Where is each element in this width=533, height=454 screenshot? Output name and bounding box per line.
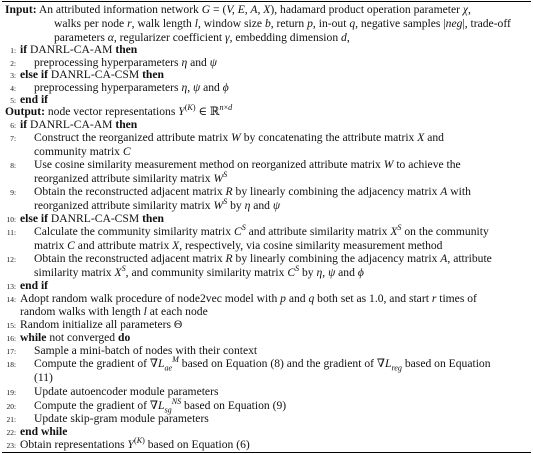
algorithm-line: while not converged do [20, 331, 131, 344]
line-number: 17: [6, 347, 16, 356]
line-number: 20: [6, 402, 16, 411]
algorithm-line: Obtain the reconstructed adjacent matrix R by linearly combining the adjacency matrix A, attribute [34, 252, 492, 265]
algorithm-line: Update autoencoder module parameters [34, 385, 219, 398]
line-number: 10: [6, 215, 16, 224]
algorithm-line: parameters α, regularizer coefficient γ, embedding dimension d, [54, 31, 350, 44]
line-number: 2: [10, 59, 16, 68]
algorithm-line: walks per node r, walk length l, window size b, return p, in-out q, negative samples |neg|, trade-off [54, 17, 511, 30]
line-number: 1: [10, 46, 16, 55]
algorithm-line: Update skip-gram module parameters [34, 412, 209, 425]
algorithm-line: Output: node vector representations $Y^{(K)}$ ∈ ℝ$^{n\times d}$ [5, 103, 233, 118]
algorithm-line: end if [20, 279, 49, 292]
algorithm-line: Construct the reorganized attribute matrix W by concatenating the attribute matrix X and [34, 131, 444, 144]
algorithm-line: reorganized attribute similarity matrix $W^S$ by η and ψ [34, 197, 281, 212]
algorithm-line: preprocessing hyperparameters η and ψ [34, 56, 217, 69]
algorithm-line: Obtain representations $Y^{(K)}$ based on Equation (6) [20, 436, 250, 451]
algorithm-line: Use cosine similarity measurement method on reorganized attribute matrix W to achieve the [34, 158, 461, 171]
line-number: 5: [10, 96, 16, 105]
line-number: 14: [6, 295, 16, 304]
algorithm-line: Sample a mini-batch of nodes with their context [34, 344, 258, 357]
algorithm-line: if DANRL-CA-AM then [20, 43, 138, 56]
line-number: 22: [6, 428, 16, 437]
algorithm-line: Compute the gradient of $\nabla L_{sg}^{NS}$ based on Equation (9) [34, 397, 287, 415]
line-number: 7: [10, 134, 16, 143]
line-number: 19: [6, 388, 16, 397]
algorithm-line: Obtain the reconstructed adjacent matrix R by linearly combining the adjacency matrix A with [34, 185, 471, 198]
algorithm-line: (11) [34, 371, 53, 384]
line-number: 8: [10, 161, 16, 170]
algorithm-line: else if DANRL-CA-CSM then [20, 68, 164, 81]
line-number: 4: [10, 84, 16, 93]
algorithm-line: end while [20, 425, 68, 438]
algorithm-line: reorganized attribute similarity matrix $W^S$ [34, 170, 228, 185]
algorithm-line: if DANRL-CA-AM then [20, 118, 138, 131]
line-number: 6: [10, 121, 16, 130]
algorithm-line: Adopt random walk procedure of node2vec model with p and q both set as 1.0, and start r times of [20, 292, 477, 305]
line-number: 11: [6, 228, 16, 237]
line-number: 15: [6, 321, 16, 330]
line-number: 9: [10, 188, 16, 197]
algorithm-line: community matrix C [34, 145, 131, 158]
algorithm-line: end if [20, 93, 49, 106]
line-number: 21: [6, 415, 16, 424]
algorithm-line: Compute the gradient of $\nabla L_{ae}^M$ based on Equation (8) and the gradient of $\nabla L_{reg}$ based on Equation [34, 355, 491, 373]
algorithm-line: random walks with length l at each node [20, 305, 208, 318]
algorithm-line: preprocessing hyperparameters η, ψ and ϕ [34, 81, 229, 94]
line-number: 12: [6, 255, 16, 264]
bottom-rule [2, 452, 531, 453]
line-number: 18: [6, 360, 16, 369]
algorithm-line: matrix C and attribute matrix X, respectively, via cosine similarity measurement method [34, 239, 443, 252]
algorithm-line: Calculate the community similarity matrix $C^S$ and attribute similarity matrix $X^S$ on the community [34, 223, 489, 238]
algorithm-line: similarity matrix $X^S$, and community similarity matrix $C^S$ by η, ψ and ϕ [34, 264, 364, 279]
algorithm-line: Random initialize all parameters Θ [20, 318, 183, 331]
line-number: 23: [6, 441, 16, 450]
line-number: 16: [6, 334, 16, 343]
algorithm-line: else if DANRL-CA-CSM then [20, 212, 164, 225]
line-number: 13: [6, 282, 16, 291]
line-number: 3: [10, 71, 16, 80]
top-rule [2, 1, 531, 2]
algorithm-line: Input: An attributed information network G = (V, E, A, X), hadamard product operation parameter χ, [5, 3, 471, 16]
